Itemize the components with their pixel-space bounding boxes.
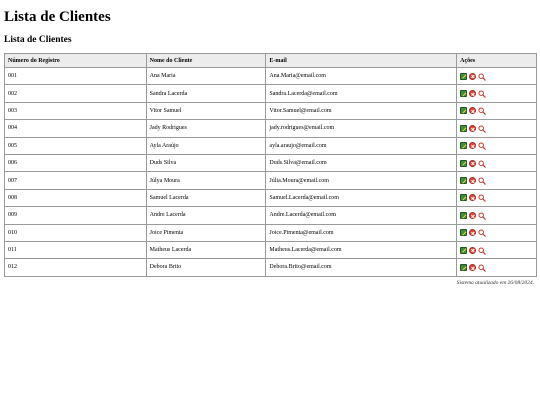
table-row: [5, 154, 537, 171]
row-actions: [460, 264, 533, 271]
row-actions: [460, 177, 533, 184]
cell-acoes: [457, 241, 537, 258]
search-icon[interactable]: [478, 212, 485, 219]
cell-registro: 008: [5, 189, 147, 206]
edit-icon[interactable]: [460, 107, 467, 114]
row-actions: [460, 125, 533, 132]
cell-nome: Joice Pimenta: [146, 224, 266, 241]
cell-registro: 001: [5, 68, 147, 85]
row-actions: [460, 90, 533, 97]
cell-acoes: [457, 120, 537, 137]
row-actions: [460, 107, 533, 114]
cell-nome: Júlya Moura: [146, 172, 266, 189]
cell-email: Matheus.Lacerda@email.com: [266, 241, 457, 258]
table-row: [5, 207, 537, 224]
search-icon[interactable]: [478, 107, 485, 114]
cell-registro: 010: [5, 224, 147, 241]
cell-email: Ana.Maria@email.com: [266, 68, 457, 85]
cell-registro: 012: [5, 259, 147, 276]
cell-acoes: [457, 207, 537, 224]
table-row: [5, 68, 537, 85]
row-actions: [460, 142, 533, 149]
cell-nome: Ayla Araújo: [146, 137, 266, 154]
row-actions: [460, 247, 533, 254]
cell-nome: Sandra Lacerda: [146, 85, 266, 102]
search-icon[interactable]: [478, 142, 485, 149]
cell-email: Duds.Silva@email.com: [266, 154, 457, 171]
cell-acoes: [457, 137, 537, 154]
table-title: Lista de Clientes: [4, 35, 72, 45]
search-icon[interactable]: [478, 160, 485, 167]
cell-nome: Duds Silva: [146, 154, 266, 171]
cell-acoes: [457, 102, 537, 119]
cell-registro: 009: [5, 207, 147, 224]
cell-email: jady.rodrigues@email.com: [266, 120, 457, 137]
search-icon[interactable]: [478, 229, 485, 236]
search-icon[interactable]: [478, 247, 485, 254]
header-registro: Número do Registro: [5, 54, 147, 68]
table-row: [5, 85, 537, 102]
cell-nome: Matheus Lacerda: [146, 241, 266, 258]
cell-acoes: [457, 85, 537, 102]
header-acoes: Ações: [457, 54, 537, 68]
table-row: [5, 224, 537, 241]
delete-icon[interactable]: [469, 212, 476, 219]
table-row: [5, 172, 537, 189]
delete-icon[interactable]: [469, 107, 476, 114]
delete-icon[interactable]: [469, 125, 476, 132]
delete-icon[interactable]: [469, 160, 476, 167]
cell-email: Joice.Pimenta@email.com: [266, 224, 457, 241]
footer-note: Sistema atualizado em 26/08/2024.: [456, 280, 534, 286]
cell-email: Vitor.Samuel@email.com: [266, 102, 457, 119]
table-row: [5, 137, 537, 154]
delete-icon[interactable]: [469, 142, 476, 149]
edit-icon[interactable]: [460, 73, 467, 80]
row-actions: [460, 194, 533, 201]
header-nome: Nome do Cliente: [146, 54, 266, 68]
edit-icon[interactable]: [460, 264, 467, 271]
cell-acoes: [457, 68, 537, 85]
cell-registro: 011: [5, 241, 147, 258]
clients-table: [4, 53, 537, 277]
search-icon[interactable]: [478, 125, 485, 132]
edit-icon[interactable]: [460, 177, 467, 184]
delete-icon[interactable]: [469, 194, 476, 201]
row-actions: [460, 229, 533, 236]
table-row: [5, 102, 537, 119]
table-body: [5, 68, 537, 277]
cell-registro: 006: [5, 154, 147, 171]
search-icon[interactable]: [478, 264, 485, 271]
cell-email: Sandra.Lacerda@email.com: [266, 85, 457, 102]
edit-icon[interactable]: [460, 212, 467, 219]
search-icon[interactable]: [478, 194, 485, 201]
edit-icon[interactable]: [460, 160, 467, 167]
delete-icon[interactable]: [469, 73, 476, 80]
edit-icon[interactable]: [460, 90, 467, 97]
cell-registro: 005: [5, 137, 147, 154]
cell-email: Andre.Lacerda@email.com: [266, 207, 457, 224]
edit-icon[interactable]: [460, 247, 467, 254]
table-row: [5, 189, 537, 206]
cell-registro: 007: [5, 172, 147, 189]
cell-registro: 004: [5, 120, 147, 137]
header-email: E-mail: [266, 54, 457, 68]
cell-email: Debora.Brito@email.com: [266, 259, 457, 276]
edit-icon[interactable]: [460, 125, 467, 132]
delete-icon[interactable]: [469, 229, 476, 236]
edit-icon[interactable]: [460, 229, 467, 236]
cell-email: Samuel.Lacerda@email.com: [266, 189, 457, 206]
edit-icon[interactable]: [460, 142, 467, 149]
cell-email: ayla.araujo@email.com: [266, 137, 457, 154]
delete-icon[interactable]: [469, 264, 476, 271]
row-actions: [460, 160, 533, 167]
table-header-row: [5, 54, 537, 68]
cell-nome: Samuel Lacerda: [146, 189, 266, 206]
row-actions: [460, 73, 533, 80]
delete-icon[interactable]: [469, 247, 476, 254]
cell-nome: Andre Lacerda: [146, 207, 266, 224]
row-actions: [460, 212, 533, 219]
cell-acoes: [457, 154, 537, 171]
search-icon[interactable]: [478, 73, 485, 80]
cell-registro: 003: [5, 102, 147, 119]
delete-icon[interactable]: [469, 90, 476, 97]
cell-email: Júlia.Moura@email.com: [266, 172, 457, 189]
cell-acoes: [457, 189, 537, 206]
edit-icon[interactable]: [460, 194, 467, 201]
table-row: [5, 241, 537, 258]
cell-nome: Vitor Samuel: [146, 102, 266, 119]
cell-acoes: [457, 259, 537, 276]
search-icon[interactable]: [478, 90, 485, 97]
cell-nome: Jady Rodrigues: [146, 120, 266, 137]
cell-registro: 002: [5, 85, 147, 102]
delete-icon[interactable]: [469, 177, 476, 184]
cell-acoes: [457, 224, 537, 241]
table-row: [5, 120, 537, 137]
page-title: Lista de Clientes: [4, 9, 111, 25]
search-icon[interactable]: [478, 177, 485, 184]
cell-nome: Debora Brito: [146, 259, 266, 276]
cell-acoes: [457, 172, 537, 189]
cell-nome: Ana Maria: [146, 68, 266, 85]
table-row: [5, 259, 537, 276]
